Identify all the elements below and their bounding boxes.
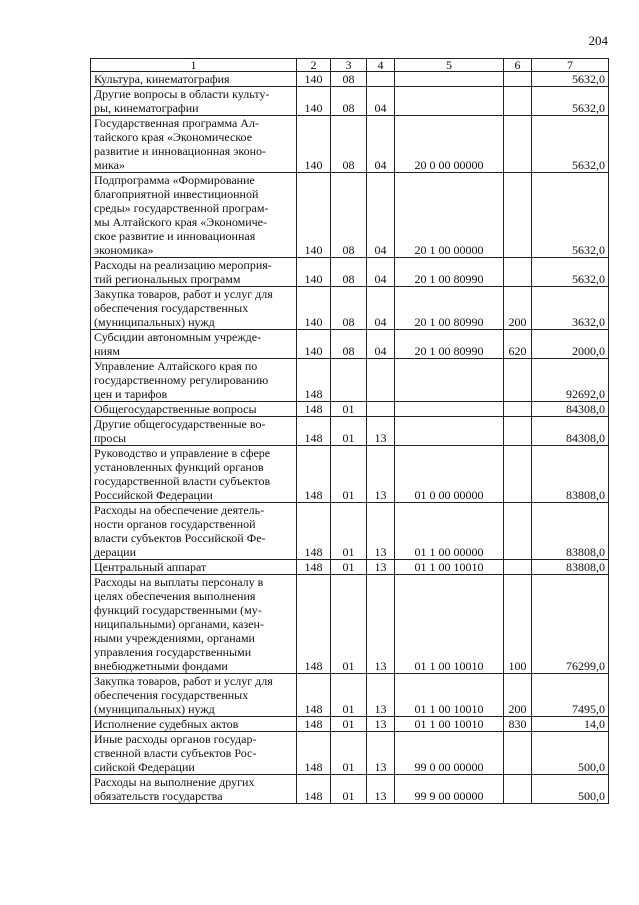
expense-type-code [504, 560, 532, 575]
expense-type-code: 830 [504, 717, 532, 732]
amount-value: 83808,0 [532, 446, 609, 503]
table-row [91, 87, 609, 116]
ministry-code: 148 [297, 575, 331, 674]
column-header: 4 [367, 59, 395, 72]
expense-type-code [504, 775, 532, 804]
target-article-code: 20 1 00 80990 [395, 258, 504, 287]
expense-type-code [504, 87, 532, 116]
table-row [91, 417, 609, 446]
subsection-code: 13 [367, 674, 395, 717]
target-article-code: 20 1 00 80990 [395, 330, 504, 359]
section-code: 08 [331, 330, 367, 359]
target-article-code: 01 1 00 10010 [395, 717, 504, 732]
budget-item-name: Центральный аппарат [91, 560, 297, 575]
budget-item-name: Исполнение судебных актов [91, 717, 297, 732]
table-row [91, 717, 609, 732]
section-code [331, 359, 367, 402]
section-code: 01 [331, 732, 367, 775]
amount-value: 500,0 [532, 775, 609, 804]
expense-type-code [504, 732, 532, 775]
subsection-code: 13 [367, 446, 395, 503]
subsection-code: 04 [367, 258, 395, 287]
ministry-code: 140 [297, 287, 331, 330]
subsection-code [367, 359, 395, 402]
amount-value: 14,0 [532, 717, 609, 732]
table-header-row [91, 59, 609, 72]
ministry-code: 148 [297, 674, 331, 717]
table-row [91, 287, 609, 330]
table-row [91, 359, 609, 402]
ministry-code: 148 [297, 446, 331, 503]
budget-item-name: Общегосударственные вопросы [91, 402, 297, 417]
target-article-code: 01 1 00 00000 [395, 503, 504, 560]
target-article-code [395, 417, 504, 446]
expense-type-code [504, 116, 532, 173]
table-row [91, 775, 609, 804]
target-article-code: 99 0 00 00000 [395, 732, 504, 775]
amount-value: 5632,0 [532, 116, 609, 173]
target-article-code [395, 359, 504, 402]
budget-item-name: Подпрограмма «Формирование благоприятной инвестиционной среды» государственной програм- мы Алтайского края «Экономиче- ское развитие и инновационная экономика» [91, 173, 297, 258]
section-code: 08 [331, 72, 367, 87]
table-row [91, 575, 609, 674]
budget-item-name: Расходы на выплаты персоналу в целях обеспечения выполнения функций государственными (му- ниципальными) органами, казен- ными учреждениями, органами управления государственными внебюджетными фондами [91, 575, 297, 674]
amount-value: 7495,0 [532, 674, 609, 717]
target-article-code: 20 0 00 00000 [395, 116, 504, 173]
target-article-code: 01 1 00 10010 [395, 674, 504, 717]
ministry-code: 148 [297, 503, 331, 560]
subsection-code: 04 [367, 330, 395, 359]
budget-item-name: Расходы на обеспечение деятель- ности органов государственной власти субъектов Российской Фе- дерации [91, 503, 297, 560]
budget-item-name: Расходы на выполнение других обязательств государства [91, 775, 297, 804]
subsection-code: 04 [367, 173, 395, 258]
section-code: 08 [331, 173, 367, 258]
expense-type-code [504, 359, 532, 402]
subsection-code: 13 [367, 717, 395, 732]
subsection-code [367, 72, 395, 87]
ministry-code: 140 [297, 87, 331, 116]
expense-type-code [504, 417, 532, 446]
budget-item-name: Другие вопросы в области культу- ры, кинематографии [91, 87, 297, 116]
subsection-code: 04 [367, 287, 395, 330]
target-article-code: 01 1 00 10010 [395, 575, 504, 674]
budget-item-name: Управление Алтайского края по государственному регулированию цен и тарифов [91, 359, 297, 402]
amount-value: 2000,0 [532, 330, 609, 359]
subsection-code: 13 [367, 560, 395, 575]
budget-item-name: Государственная программа Ал- тайского края «Экономическое развитие и инновационная эконо- мика» [91, 116, 297, 173]
ministry-code: 148 [297, 732, 331, 775]
subsection-code: 13 [367, 575, 395, 674]
section-code: 01 [331, 775, 367, 804]
amount-value: 92692,0 [532, 359, 609, 402]
budget-item-name: Другие общегосударственные во- просы [91, 417, 297, 446]
amount-value: 83808,0 [532, 503, 609, 560]
budget-item-name: Закупка товаров, работ и услуг для обеспечения государственных (муниципальных) нужд [91, 287, 297, 330]
table-row [91, 446, 609, 503]
target-article-code: 01 1 00 10010 [395, 560, 504, 575]
budget-item-name: Закупка товаров, работ и услуг для обеспечения государственных (муниципальных) нужд [91, 674, 297, 717]
expense-type-code: 620 [504, 330, 532, 359]
section-code: 01 [331, 402, 367, 417]
amount-value: 5632,0 [532, 173, 609, 258]
ministry-code: 148 [297, 717, 331, 732]
amount-value: 5632,0 [532, 258, 609, 287]
budget-item-name: Иные расходы органов государ- ственной власти субъектов Рос- сийской Федерации [91, 732, 297, 775]
ministry-code: 148 [297, 560, 331, 575]
table-row [91, 674, 609, 717]
budget-item-name: Субсидии автономным учрежде- ниям [91, 330, 297, 359]
expense-type-code [504, 503, 532, 560]
target-article-code [395, 72, 504, 87]
column-header: 5 [395, 59, 504, 72]
expense-type-code [504, 72, 532, 87]
budget-table [90, 58, 609, 804]
table-row [91, 560, 609, 575]
section-code: 01 [331, 717, 367, 732]
subsection-code: 13 [367, 417, 395, 446]
expense-type-code [504, 173, 532, 258]
amount-value: 83808,0 [532, 560, 609, 575]
subsection-code: 04 [367, 116, 395, 173]
expense-type-code [504, 446, 532, 503]
expense-type-code [504, 402, 532, 417]
table-row [91, 402, 609, 417]
column-header: 2 [297, 59, 331, 72]
section-code: 01 [331, 674, 367, 717]
subsection-code: 13 [367, 503, 395, 560]
section-code: 08 [331, 116, 367, 173]
expense-type-code: 200 [504, 287, 532, 330]
amount-value: 84308,0 [532, 402, 609, 417]
target-article-code: 20 1 00 80990 [395, 287, 504, 330]
target-article-code [395, 402, 504, 417]
ministry-code: 140 [297, 330, 331, 359]
table-row [91, 503, 609, 560]
page-number: 204 [588, 33, 608, 48]
ministry-code: 140 [297, 258, 331, 287]
budget-item-name: Руководство и управление в сфере установленных функций органов государственной власти субъектов Российской Федерации [91, 446, 297, 503]
amount-value: 5632,0 [532, 87, 609, 116]
amount-value: 500,0 [532, 732, 609, 775]
ministry-code: 148 [297, 402, 331, 417]
section-code: 01 [331, 503, 367, 560]
subsection-code: 13 [367, 732, 395, 775]
target-article-code: 01 0 00 00000 [395, 446, 504, 503]
amount-value: 3632,0 [532, 287, 609, 330]
expense-type-code [504, 258, 532, 287]
section-code: 01 [331, 575, 367, 674]
column-header: 6 [504, 59, 532, 72]
ministry-code: 140 [297, 173, 331, 258]
ministry-code: 140 [297, 116, 331, 173]
section-code: 01 [331, 560, 367, 575]
column-header: 3 [331, 59, 367, 72]
table-row [91, 72, 609, 87]
table-row [91, 116, 609, 173]
expense-type-code: 100 [504, 575, 532, 674]
table-row [91, 258, 609, 287]
subsection-code [367, 402, 395, 417]
budget-item-name: Культура, кинематография [91, 72, 297, 87]
section-code: 01 [331, 446, 367, 503]
section-code: 01 [331, 417, 367, 446]
section-code: 08 [331, 287, 367, 330]
target-article-code [395, 87, 504, 116]
table-row [91, 732, 609, 775]
ministry-code: 148 [297, 417, 331, 446]
column-header: 1 [91, 59, 297, 72]
ministry-code: 140 [297, 72, 331, 87]
column-header: 7 [532, 59, 609, 72]
section-code: 08 [331, 258, 367, 287]
budget-item-name: Расходы на реализацию мероприя- тий региональных программ [91, 258, 297, 287]
subsection-code: 04 [367, 87, 395, 116]
expense-type-code: 200 [504, 674, 532, 717]
amount-value: 76299,0 [532, 575, 609, 674]
amount-value: 84308,0 [532, 417, 609, 446]
ministry-code: 148 [297, 359, 331, 402]
section-code: 08 [331, 87, 367, 116]
subsection-code: 13 [367, 775, 395, 804]
target-article-code: 20 1 00 00000 [395, 173, 504, 258]
amount-value: 5632,0 [532, 72, 609, 87]
table-row [91, 330, 609, 359]
ministry-code: 148 [297, 775, 331, 804]
target-article-code: 99 9 00 00000 [395, 775, 504, 804]
table-row [91, 173, 609, 258]
